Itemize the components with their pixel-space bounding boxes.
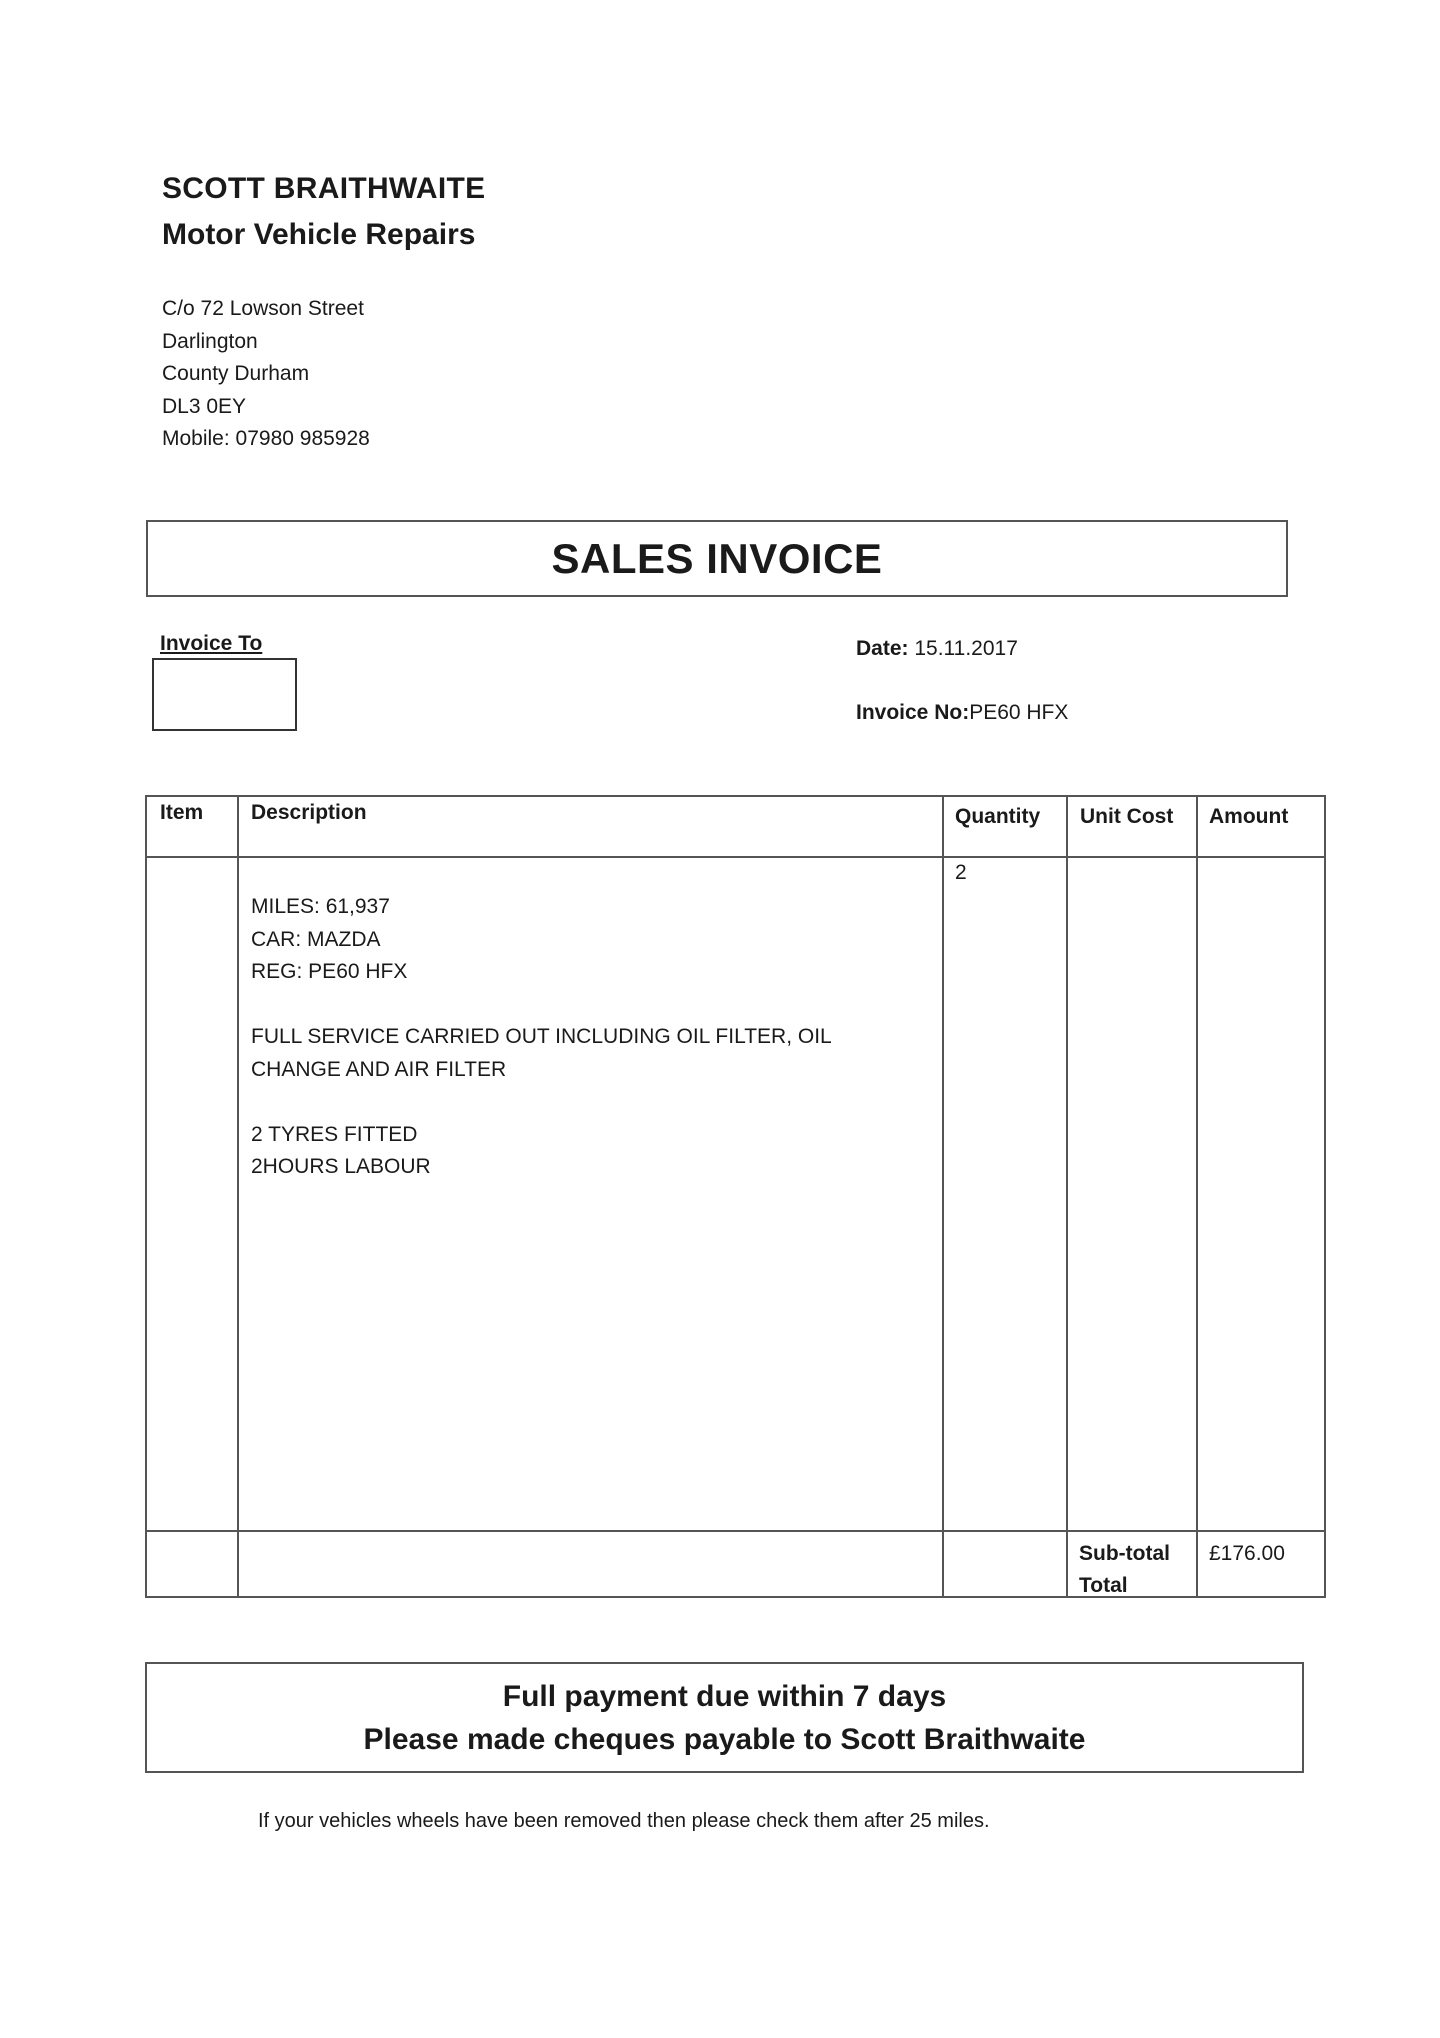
header-quantity: Quantity — [955, 805, 1041, 828]
item-description — [251, 891, 851, 1184]
payment-terms-line: Full payment due within 7 days — [502, 1679, 947, 1713]
payment-terms-box — [145, 1662, 1304, 1773]
header-description: Description — [251, 801, 367, 824]
address-line: County Durham — [162, 362, 310, 385]
header-amount: Amount — [1209, 805, 1289, 828]
address-line: Darlington — [162, 329, 258, 353]
description-spacer — [251, 989, 851, 1022]
subtotal-labels — [1079, 1538, 1170, 1602]
company-address — [162, 293, 370, 456]
company-name: SCOTT BRAITHWAITE — [162, 172, 486, 205]
description-line: REG: PE60 HFX — [251, 960, 408, 983]
description-line: CAR: MAZDA — [251, 927, 381, 951]
date-value: 15.11.2017 — [914, 637, 1018, 660]
total-label: Total — [1079, 1574, 1128, 1597]
item-quantity: 2 — [955, 861, 967, 884]
description-line: MILES: 61,937 — [251, 895, 390, 918]
description-line: CHANGE AND AIR FILTER — [251, 1057, 507, 1081]
address-line: DL3 0EY — [162, 394, 247, 418]
subtotal-value: £176.00 — [1209, 1542, 1285, 1565]
description-line: 2HOURS LABOUR — [251, 1155, 431, 1178]
invoice-number-label: Invoice No: — [856, 701, 970, 724]
description-line: FULL SERVICE CARRIED OUT INCLUDING OIL FILTER, OIL — [251, 1025, 832, 1048]
invoice-to-label: Invoice To — [160, 632, 263, 655]
footer-note: If your vehicles wheels have been removed then please check them after 25 miles. — [258, 1810, 990, 1832]
invoice-to-box — [152, 658, 297, 731]
header-unit-cost: Unit Cost — [1080, 805, 1174, 828]
address-line: C/o 72 Lowson Street — [162, 297, 364, 320]
header-item: Item — [160, 801, 204, 824]
company-tagline: Motor Vehicle Repairs — [162, 218, 476, 251]
description-line: 2 TYRES FITTED — [251, 1122, 418, 1146]
column-divider — [237, 797, 239, 1596]
invoice-table — [145, 795, 1326, 1598]
description-spacer — [251, 1086, 851, 1119]
invoice-date — [856, 637, 1018, 661]
cheque-payee-line: Please made cheques payable to Scott Braithwaite — [363, 1722, 1086, 1756]
title-box — [146, 520, 1288, 597]
invoice-number-value: PE60 HFX — [969, 701, 1069, 724]
address-line: Mobile: 07980 985928 — [162, 427, 370, 450]
footer-divider — [147, 1530, 1324, 1532]
subtotal-label: Sub-total — [1079, 1542, 1170, 1565]
invoice-title: SALES INVOICE — [551, 534, 883, 582]
column-divider — [1196, 797, 1198, 1596]
date-label: Date: — [856, 637, 909, 660]
header-divider — [147, 856, 1324, 858]
column-divider — [1066, 797, 1068, 1596]
column-divider — [942, 797, 944, 1596]
invoice-number — [856, 701, 1068, 725]
